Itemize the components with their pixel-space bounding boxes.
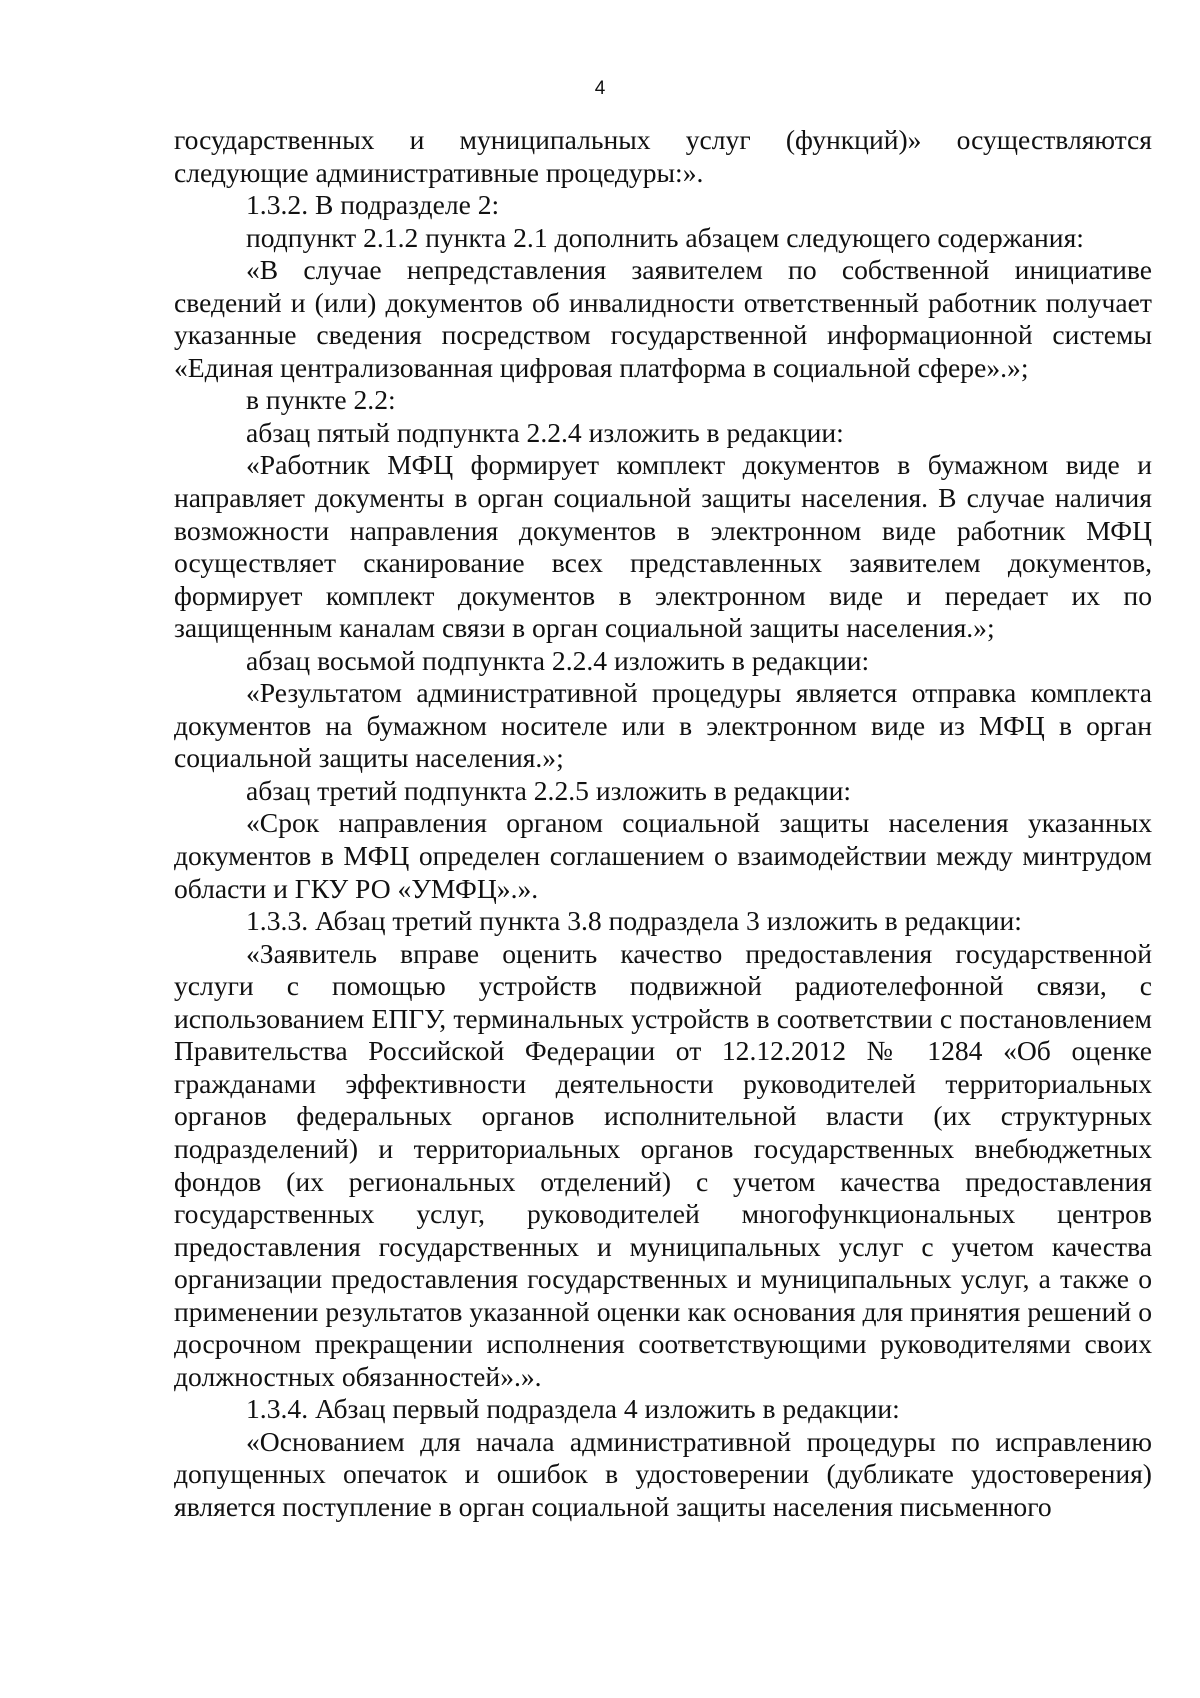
section-heading: 1.3.2. В подразделе 2: bbox=[246, 189, 500, 221]
quoted-paragraph: «Срок направления органом социальной защиты населения указанных документов в МФЦ определен соглашением о взаимодействии между минтрудом области и ГКУ РО «УМФЦ».». bbox=[174, 807, 1152, 904]
paragraph: абзац восьмой подпункта 2.2.4 изложить в редакции: bbox=[246, 644, 870, 676]
paragraph: абзац пятый подпункта 2.2.4 изложить в редакции: bbox=[246, 416, 844, 448]
quoted-paragraph: «Основанием для начала административной процедуры по исправлению допущенных опечаток и ошибок в удостоверении (дубликате удостоверения) является поступление в орган социальной защиты населения письменного bbox=[174, 1425, 1152, 1522]
page-number: 4 bbox=[594, 78, 606, 99]
quoted-paragraph: «Работник МФЦ формирует комплект документов в бумажном виде и направляет документы в орган социальной защиты населения. В случае наличия возможности направления документов в электронном виде работник МФЦ осуществляет сканирование всех представленных заявителем документов, формирует комплект документов в электронном виде и передает их по защищенным каналам связи в орган социальной защиты населения.»; bbox=[174, 449, 1152, 644]
document-body bbox=[174, 124, 1152, 1524]
paragraph: подпункт 2.1.2 пункта 2.1 дополнить абзацем следующего содержания: bbox=[246, 221, 1084, 253]
paragraph: в пункте 2.2: bbox=[246, 384, 396, 416]
paragraph: абзац третий подпункта 2.2.5 изложить в редакции: bbox=[246, 774, 852, 806]
quoted-paragraph: «Результатом административной процедуры является отправка комплекта документов на бумажном носителе или в электронном виде из МФЦ в орган социальной защиты населения.»; bbox=[174, 677, 1152, 774]
section-heading: 1.3.4. Абзац первый подраздела 4 изложить в редакции: bbox=[246, 1393, 900, 1425]
paragraph: государственных и муниципальных услуг (функций)» осуществляются следующие административные процедуры:». bbox=[174, 124, 1152, 188]
quoted-paragraph: «Заявитель вправе оценить качество предоставления государственной услуги с помощью устройств подвижной радиотелефонной связи, с использованием ЕПГУ, терминальных устройств в соответствии с постановлением Правительства Российской Федерации от 12.12.2012 № 1284 «Об оценке гражданами эффективности деятельности руководителей территориальных органов федеральных органов исполнительной власти (их структурных подразделений) и территориальных органов государственных внебюджетных фондов (их региональных отделений) с учетом качества предоставления государственных услуг, руководителей многофункциональных центров предоставления государственных и муниципальных услуг с учетом качества организации предоставления государственных и муниципальных услуг, а также о применении результатов указанной оценки как основания для принятия решений о досрочном прекращении исполнения соответствующими руководителями своих должностных обязанностей».». bbox=[174, 937, 1152, 1392]
section-heading: 1.3.3. Абзац третий пункта 3.8 подраздела 3 изложить в редакции: bbox=[246, 905, 1022, 937]
quoted-paragraph: «В случае непредставления заявителем по собственной инициативе сведений и (или) документов об инвалидности ответственный работник получает указанные сведения посредством государственной информационной системы «Единая централизованная цифровая платформа в социальной сфере».»; bbox=[174, 254, 1152, 383]
